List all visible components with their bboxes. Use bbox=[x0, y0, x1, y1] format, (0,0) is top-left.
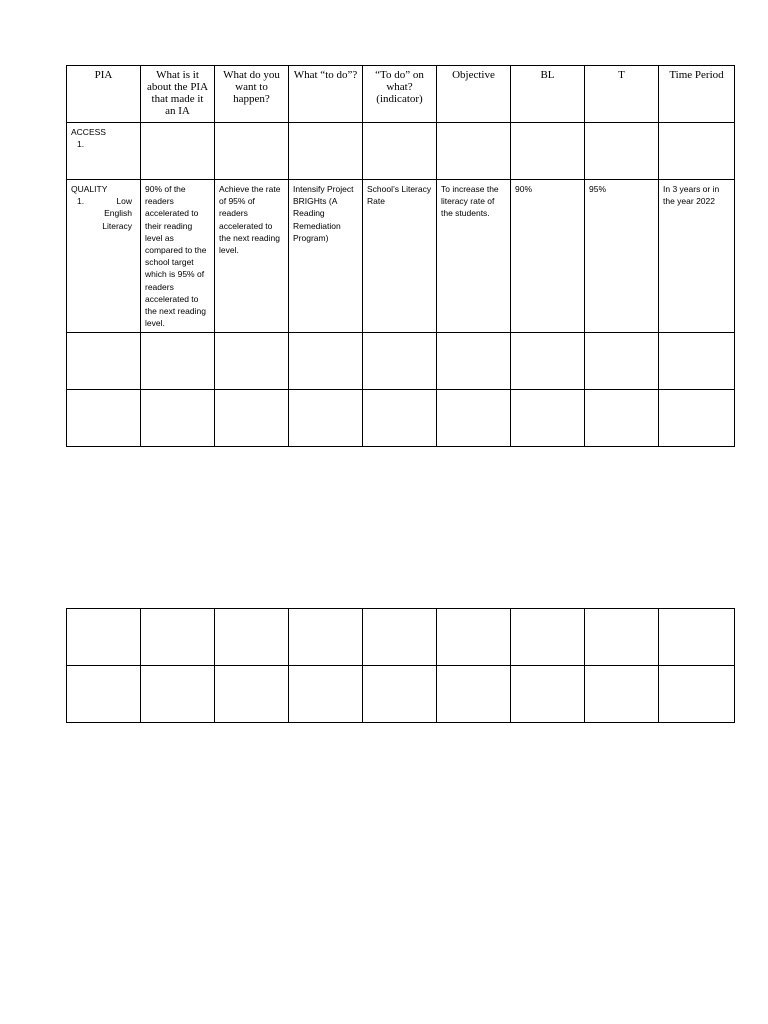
empty-table bbox=[66, 608, 735, 723]
quality-row bbox=[67, 180, 735, 333]
header-indicator: “To do” on what? (indicator) bbox=[363, 66, 437, 123]
header-bl: BL bbox=[511, 66, 585, 123]
table-cell bbox=[585, 609, 659, 666]
table-cell bbox=[659, 666, 735, 723]
table-cell bbox=[141, 390, 215, 447]
table-cell bbox=[289, 123, 363, 180]
quality-item-number: 1. bbox=[77, 196, 85, 207]
table-cell bbox=[67, 333, 141, 390]
table-row bbox=[67, 390, 735, 447]
access-item bbox=[77, 138, 136, 150]
table-cell bbox=[67, 609, 141, 666]
quality-reason-cell: 90% of the readers accelerated to their reading level as compared to the school target which is 95% of readers accelerated to the next reading level. bbox=[141, 180, 215, 333]
quality-pia-cell bbox=[67, 180, 141, 333]
table-row bbox=[67, 666, 735, 723]
table-cell bbox=[215, 609, 289, 666]
table-cell bbox=[141, 123, 215, 180]
table-cell bbox=[511, 390, 585, 447]
table-cell bbox=[363, 666, 437, 723]
quality-time-period-cell: In 3 years or in the year 2022 bbox=[659, 180, 735, 333]
access-item-number: 1. bbox=[77, 139, 85, 150]
quality-objective-cell: To increase the literacy rate of the students. bbox=[437, 180, 511, 333]
table-cell bbox=[141, 609, 215, 666]
table-cell bbox=[67, 666, 141, 723]
table-cell bbox=[363, 123, 437, 180]
access-label: ACCESS bbox=[71, 127, 106, 137]
quality-indicator-cell: School’s Literacy Rate bbox=[363, 180, 437, 333]
header-t: T bbox=[585, 66, 659, 123]
table-cell bbox=[511, 123, 585, 180]
table-cell bbox=[67, 390, 141, 447]
access-row bbox=[67, 123, 735, 180]
table-cell bbox=[215, 333, 289, 390]
table-cell bbox=[141, 333, 215, 390]
header-todo: What “to do”? bbox=[289, 66, 363, 123]
table-cell bbox=[363, 333, 437, 390]
table-cell bbox=[363, 609, 437, 666]
table-cell bbox=[585, 123, 659, 180]
table-row bbox=[67, 333, 735, 390]
quality-want-cell: Achieve the rate of 95% of readers accelerated to the next reading level. bbox=[215, 180, 289, 333]
table-cell bbox=[437, 666, 511, 723]
header-reason: What is it about the PIA that made it an IA bbox=[141, 66, 215, 123]
table-cell bbox=[215, 666, 289, 723]
quality-todo-cell: Intensify Project BRIGHts (A Reading Remediation Program) bbox=[289, 180, 363, 333]
table-cell bbox=[437, 333, 511, 390]
quality-bl-cell: 90% bbox=[511, 180, 585, 333]
table-cell bbox=[585, 666, 659, 723]
pia-table bbox=[66, 65, 735, 447]
table-cell bbox=[289, 333, 363, 390]
table-row bbox=[67, 609, 735, 666]
table-cell bbox=[289, 666, 363, 723]
table-cell bbox=[659, 609, 735, 666]
table-cell bbox=[659, 390, 735, 447]
table-cell bbox=[659, 333, 735, 390]
table-cell bbox=[511, 666, 585, 723]
table-cell bbox=[215, 123, 289, 180]
header-row bbox=[67, 66, 735, 123]
header-pia: PIA bbox=[67, 66, 141, 123]
quality-item bbox=[77, 195, 136, 232]
table-cell bbox=[585, 390, 659, 447]
table-cell bbox=[511, 333, 585, 390]
table-cell bbox=[437, 123, 511, 180]
quality-label: QUALITY bbox=[71, 184, 108, 194]
table-cell bbox=[585, 333, 659, 390]
table-cell bbox=[289, 609, 363, 666]
quality-t-cell: 95% bbox=[585, 180, 659, 333]
header-objective: Objective bbox=[437, 66, 511, 123]
table-cell bbox=[289, 390, 363, 447]
table-cell bbox=[437, 390, 511, 447]
access-pia-cell bbox=[67, 123, 141, 180]
table-cell bbox=[511, 609, 585, 666]
table-cell bbox=[437, 609, 511, 666]
table-cell bbox=[659, 123, 735, 180]
table-cell bbox=[363, 390, 437, 447]
header-want: What do you want to happen? bbox=[215, 66, 289, 123]
quality-item-text: Low English Literacy bbox=[102, 196, 132, 231]
header-time-period: Time Period bbox=[659, 66, 735, 123]
table-cell bbox=[215, 390, 289, 447]
table-cell bbox=[141, 666, 215, 723]
